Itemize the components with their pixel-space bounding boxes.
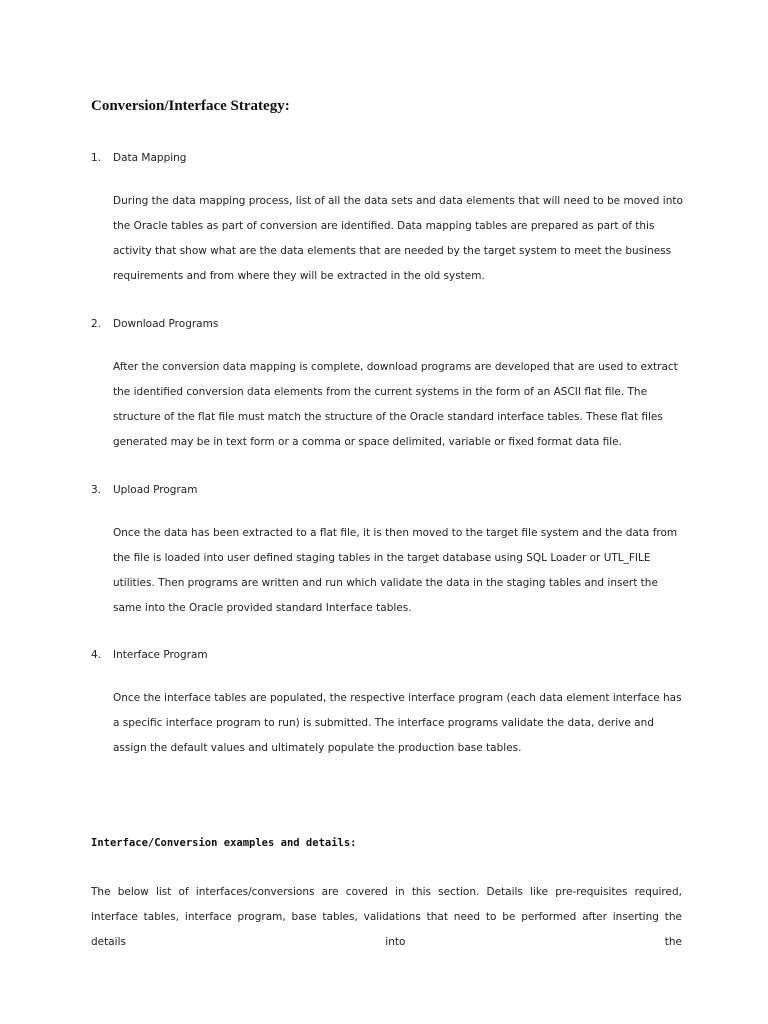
list-item-title-upload-program (91, 484, 197, 496)
list-item-title-download-programs (91, 318, 218, 330)
paragraph-examples: The below list of interfaces/conversions are covered in this section. Details like pre-requisites required, interface tables, interface program, base tables, validations that need to be performed after inserting the details into the (91, 886, 682, 948)
paragraph-upload-program: Once the data has been extracted to a flat file, it is then moved to the target file system and the data from the file is loaded into user defined staging tables in the target database using SQL Loader or UTL_FILE utilities. Then programs are written and run which validate the data in the staging tables and insert the same into the Oracle provided standard Interface tables. (113, 527, 678, 614)
list-item-number: 4. (91, 649, 102, 661)
paragraph-interface-program: Once the interface tables are populated, the respective interface program (each data element interface has a specific interface program to run) is submitted. The interface programs validate the data, derive and assign the default values and ultimately populate the production base tables. (113, 692, 682, 754)
list-item-label: Data Mapping (113, 152, 187, 164)
paragraph-data-mapping: During the data mapping process, list of all the data sets and data elements that will need to be moved into the Oracle tables as part of conversion are identified. Data mapping tables are prepared as part of this activity that show what are the data elements that are needed by the target system to meet the business requirements and from where they will be extracted in the old system. (113, 195, 683, 282)
list-item-number: 2. (91, 318, 102, 330)
list-item-label: Interface Program (113, 649, 208, 661)
section-heading-examples: Interface/Conversion examples and details: (91, 837, 357, 849)
list-item-title-interface-program (91, 649, 208, 661)
list-item-number: 1. (91, 152, 102, 164)
list-item-label: Download Programs (113, 318, 219, 330)
paragraph-download-programs: After the conversion data mapping is complete, download programs are developed that are used to extract the identified conversion data elements from the current systems in the form of an ASCII flat file. The structure of the flat file must match the structure of the Oracle standard interface tables. These flat files generated may be in text form or a comma or space delimited, variable or fixed format data file. (113, 361, 678, 448)
list-item-number: 3. (91, 484, 102, 496)
list-item-label: Upload Program (113, 484, 198, 496)
page-title: Conversion/Interface Strategy: (91, 98, 290, 114)
list-item-title-data-mapping (91, 152, 186, 164)
